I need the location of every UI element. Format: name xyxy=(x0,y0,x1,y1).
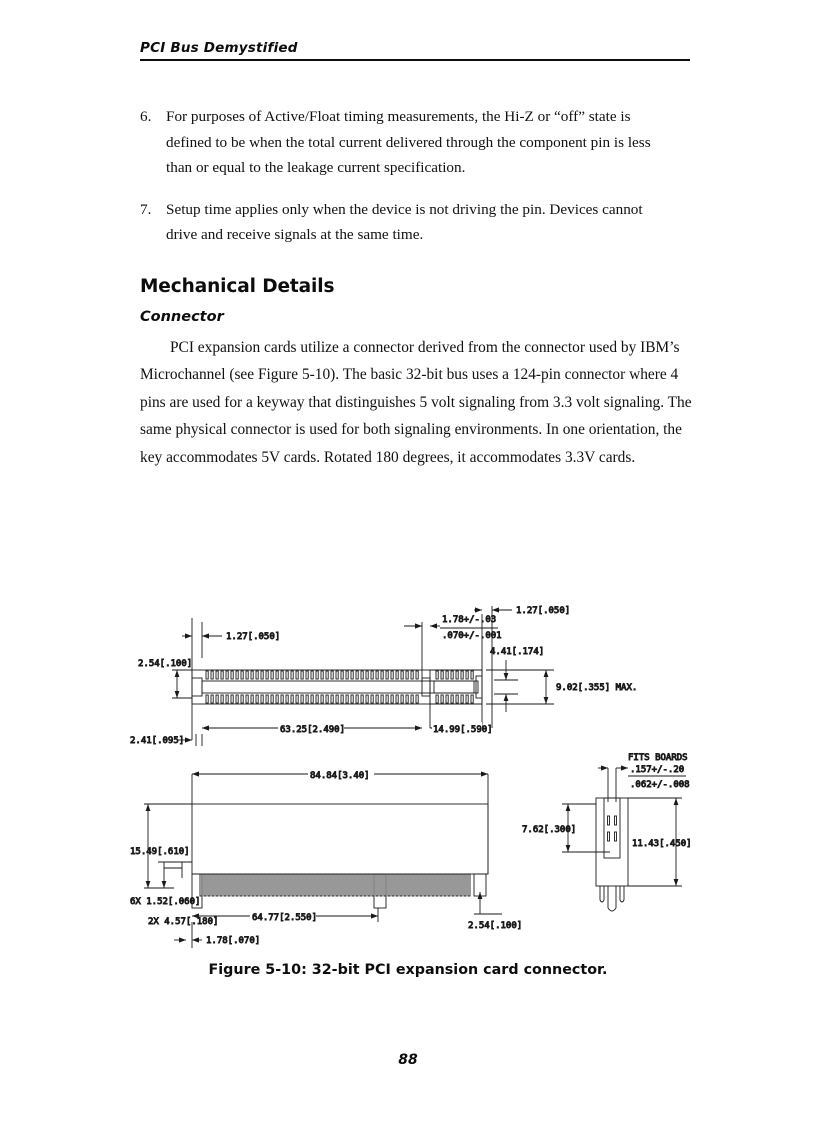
svg-text:64.77[2.550]: 64.77[2.550] xyxy=(252,913,318,923)
subsection-heading: Connector xyxy=(140,308,224,325)
svg-text:11.43[.450]: 11.43[.450] xyxy=(632,839,692,849)
svg-text:1.27[.050]: 1.27[.050] xyxy=(516,606,571,616)
svg-text:9.02[.355] MAX.: 9.02[.355] MAX. xyxy=(556,683,638,693)
svg-text:2.54[.100]: 2.54[.100] xyxy=(138,659,193,669)
svg-text:4.41[.174]: 4.41[.174] xyxy=(490,647,545,657)
svg-text:.157+/-.20: .157+/-.20 xyxy=(630,765,685,775)
svg-text:.070+/-.001: .070+/-.001 xyxy=(442,631,502,641)
list-item xyxy=(140,104,692,181)
header-rule xyxy=(140,59,690,61)
svg-text:1.78[.070]: 1.78[.070] xyxy=(206,936,261,946)
svg-text:2X 4.57[.180]: 2X 4.57[.180] xyxy=(148,917,219,927)
list-item-number: 7. xyxy=(140,200,152,218)
list-item xyxy=(140,197,692,248)
running-header xyxy=(140,40,690,61)
svg-text:.062+/-.008: .062+/-.008 xyxy=(630,780,690,790)
svg-text:1.78+/-.03: 1.78+/-.03 xyxy=(442,615,497,625)
svg-text:15.49[.610]: 15.49[.610] xyxy=(130,847,190,857)
list-item-text: For purposes of Active/Float timing measurements, the Hi-Z or “off” state is defined to be when the total current delivered through the component pin is less than or equal to the leakage current specification. xyxy=(166,108,651,176)
figure-caption: Figure 5-10: 32-bit PCI expansion card connector. xyxy=(208,962,608,978)
svg-text:63.25[2.490]: 63.25[2.490] xyxy=(280,725,346,735)
connector-drawing-svg xyxy=(130,592,810,952)
svg-text:FITS BOARDS: FITS BOARDS xyxy=(628,753,688,763)
svg-text:84.84[3.40]: 84.84[3.40] xyxy=(310,771,370,781)
svg-text:2.41[.095]: 2.41[.095] xyxy=(130,736,185,746)
svg-text:14.99[.590]: 14.99[.590] xyxy=(433,725,493,735)
svg-text:6X 1.52[.060]: 6X 1.52[.060] xyxy=(130,897,201,907)
page-number: 88 xyxy=(398,1052,418,1068)
list-item-number: 6. xyxy=(140,108,152,125)
svg-text:7.62[.300]: 7.62[.300] xyxy=(522,825,577,835)
svg-text:2.54[.100]: 2.54[.100] xyxy=(468,921,523,931)
book-title: PCI Bus Demystified xyxy=(140,40,298,56)
svg-text:1.27[.050]: 1.27[.050] xyxy=(226,632,281,642)
body-paragraph: PCI expansion cards utilize a connector derived from the connector used by IBM’s Microchannel (see Figure 5-10). The basic 32-bit bus uses a 124-pin connector where 4 pins are used for a keyway that distinguishes 5 volt signaling from 3.3 volt signaling. The same physical connector is used for both signaling environments. In one orientation, the key accommodates 5V cards. Rotated 180 degrees, it accommodates 3.3V cards. xyxy=(140,338,692,466)
list-item-text: Setup time applies only when the device is not driving the pin. Devices cannot drive and receive signals at the same time. xyxy=(166,200,643,243)
figure-5-10-drawing xyxy=(130,592,810,952)
page-content xyxy=(140,104,692,471)
section-heading: Mechanical Details xyxy=(140,275,335,297)
